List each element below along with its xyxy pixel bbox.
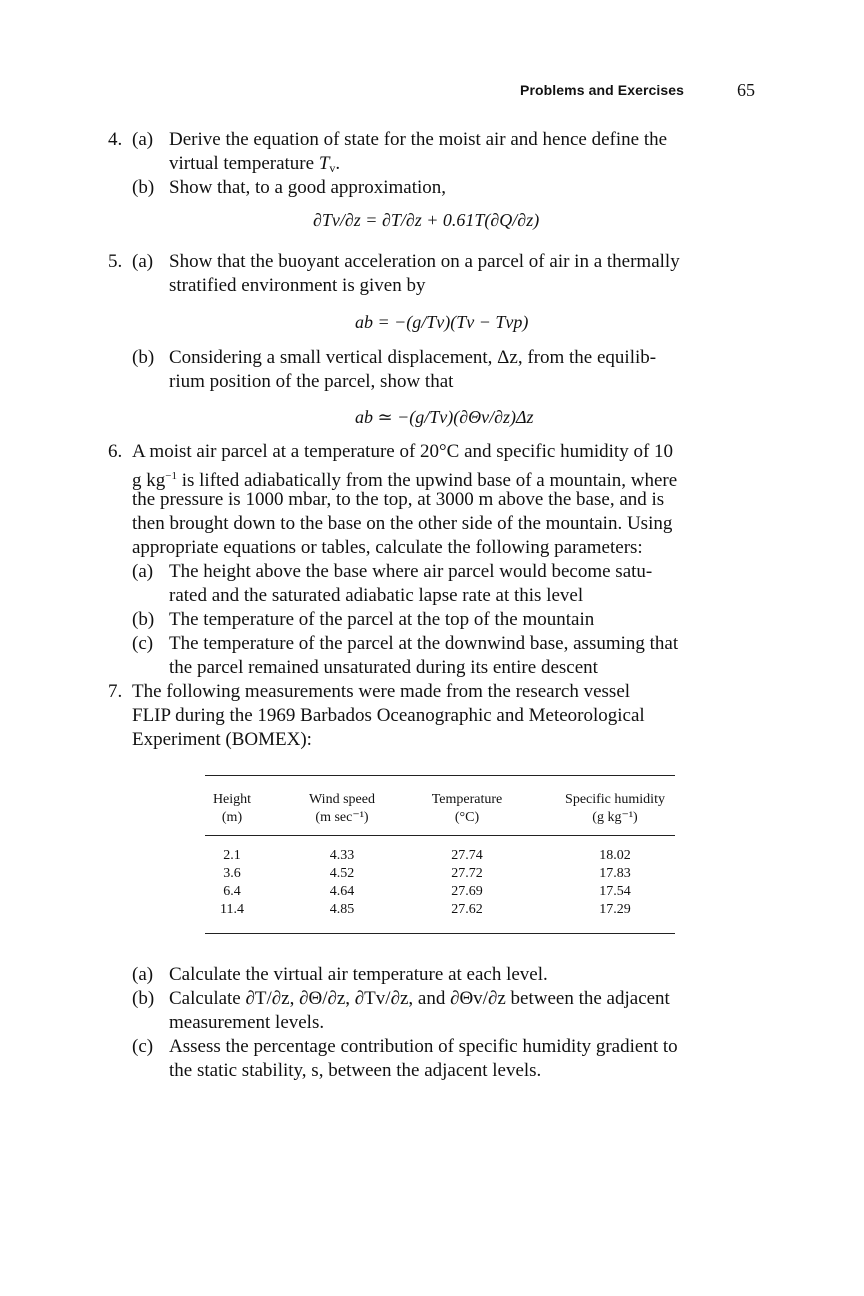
problem-text: appropriate equations or tables, calculate the following parameters: [132, 537, 643, 558]
table-cell: 17.29 [599, 902, 631, 917]
problem-text: FLIP during the 1969 Barbados Oceanographic and Meteorological [132, 705, 645, 726]
problem-text: The following measurements were made from the research vessel [132, 681, 631, 702]
table-cell: 17.83 [599, 866, 631, 881]
equation: ab = −(g/Tv)(Tv − Tvp) [355, 312, 529, 332]
table-cell: 4.64 [329, 884, 355, 899]
column-header-specific-humidity-unit: (g kg⁻¹) [592, 810, 638, 825]
equation: ab ≃ −(g/Tv)(∂Θv/∂z)Δz [355, 407, 534, 427]
part-label: (b) [132, 609, 155, 630]
problem-text: Show that the buoyant acceleration on a parcel of air in a thermally [169, 251, 680, 272]
running-title: Problems and Exercises [520, 82, 685, 98]
table-cell: 11.4 [220, 902, 244, 917]
problem-text: Derive the equation of state for the moist air and hence define the [169, 129, 668, 150]
problem-number: 6. [108, 441, 123, 462]
problem-text: The temperature of the parcel at the downwind base, assuming that [169, 633, 679, 654]
part-label: (a) [132, 561, 154, 582]
table-cell: 27.69 [451, 884, 483, 899]
problem-text: the pressure is 1000 mbar, to the top, at 3000 m above the base, and is [132, 489, 665, 510]
problem-number: 4. [108, 129, 123, 150]
problem-text: rated and the saturated adiabatic lapse rate at this level [169, 585, 584, 606]
part-label: (a) [132, 129, 154, 150]
table-cell: 4.33 [329, 848, 355, 863]
problem-text: the parcel remained unsaturated during its entire descent [169, 657, 598, 678]
table-cell: 6.4 [223, 884, 241, 899]
problem-text: rium position of the parcel, show that [169, 371, 454, 392]
part-label: (a) [132, 964, 154, 985]
problem-text: A moist air parcel at a temperature of 20°C and specific humidity of 10 [132, 441, 674, 462]
table-cell: 3.6 [223, 866, 241, 881]
table-cell: 27.74 [451, 848, 483, 863]
problem-text: then brought down to the base on the other side of the mountain. Using [132, 513, 673, 534]
part-label: (b) [132, 988, 155, 1009]
column-header-wind-speed-unit: (m sec⁻¹) [315, 810, 369, 825]
problem-text: The temperature of the parcel at the top of the mountain [169, 609, 595, 630]
column-header-specific-humidity: Specific humidity [565, 792, 665, 807]
problem-text: stratified environment is given by [169, 275, 426, 296]
part-label: (c) [132, 633, 154, 654]
problem-text: Calculate ∂T/∂z, ∂Θ/∂z, ∂Tv/∂z, and ∂Θv/∂z between the adjacent [169, 988, 670, 1009]
column-header-temperature-unit: (°C) [454, 810, 480, 825]
problem-text: The height above the base where air parcel would become satu- [169, 561, 653, 582]
problem-text: Considering a small vertical displacement, Δz, from the equilib- [169, 347, 657, 368]
column-header-temperature: Temperature [431, 792, 503, 807]
equation: ∂Tv/∂z = ∂T/∂z + 0.61T(∂Q/∂z) [313, 210, 540, 230]
column-header-wind-speed: Wind speed [309, 792, 375, 807]
table-cell: 17.54 [599, 884, 631, 899]
problem-text: virtual temperature $T_v$. [169, 153, 341, 175]
problem-number: 5. [108, 251, 123, 272]
problem-text: Show that, to a good approximation, [169, 177, 447, 198]
table-header-rule [205, 835, 675, 836]
column-header-height-unit: (m) [221, 810, 243, 825]
problem-text: g $kg^{-1}$ is lifted adiabatically from the upwind base of a mountain, where [132, 470, 678, 491]
part-label: (b) [132, 177, 155, 198]
page-number: 65 [737, 80, 755, 100]
table-cell: 4.52 [329, 866, 355, 881]
table-cell: 18.02 [599, 848, 631, 863]
part-label: (b) [132, 347, 155, 368]
table-cell: 27.62 [451, 902, 483, 917]
problem-text: Calculate the virtual air temperature at each level. [169, 964, 548, 985]
table-top-rule [205, 775, 675, 776]
part-label: (a) [132, 251, 154, 272]
problem-text: Assess the percentage contribution of specific humidity gradient to [169, 1036, 678, 1057]
problem-text: the static stability, s, between the adjacent levels. [169, 1060, 542, 1081]
table-cell: 27.72 [451, 866, 483, 881]
problem-text: Experiment (BOMEX): [132, 729, 312, 750]
problem-number: 7. [108, 681, 123, 702]
table-bottom-rule [205, 933, 675, 934]
table-cell: 2.1 [223, 848, 241, 863]
column-header-height: Height [212, 792, 252, 807]
problem-text: measurement levels. [169, 1012, 325, 1033]
table-cell: 4.85 [329, 902, 355, 917]
part-label: (c) [132, 1036, 154, 1057]
